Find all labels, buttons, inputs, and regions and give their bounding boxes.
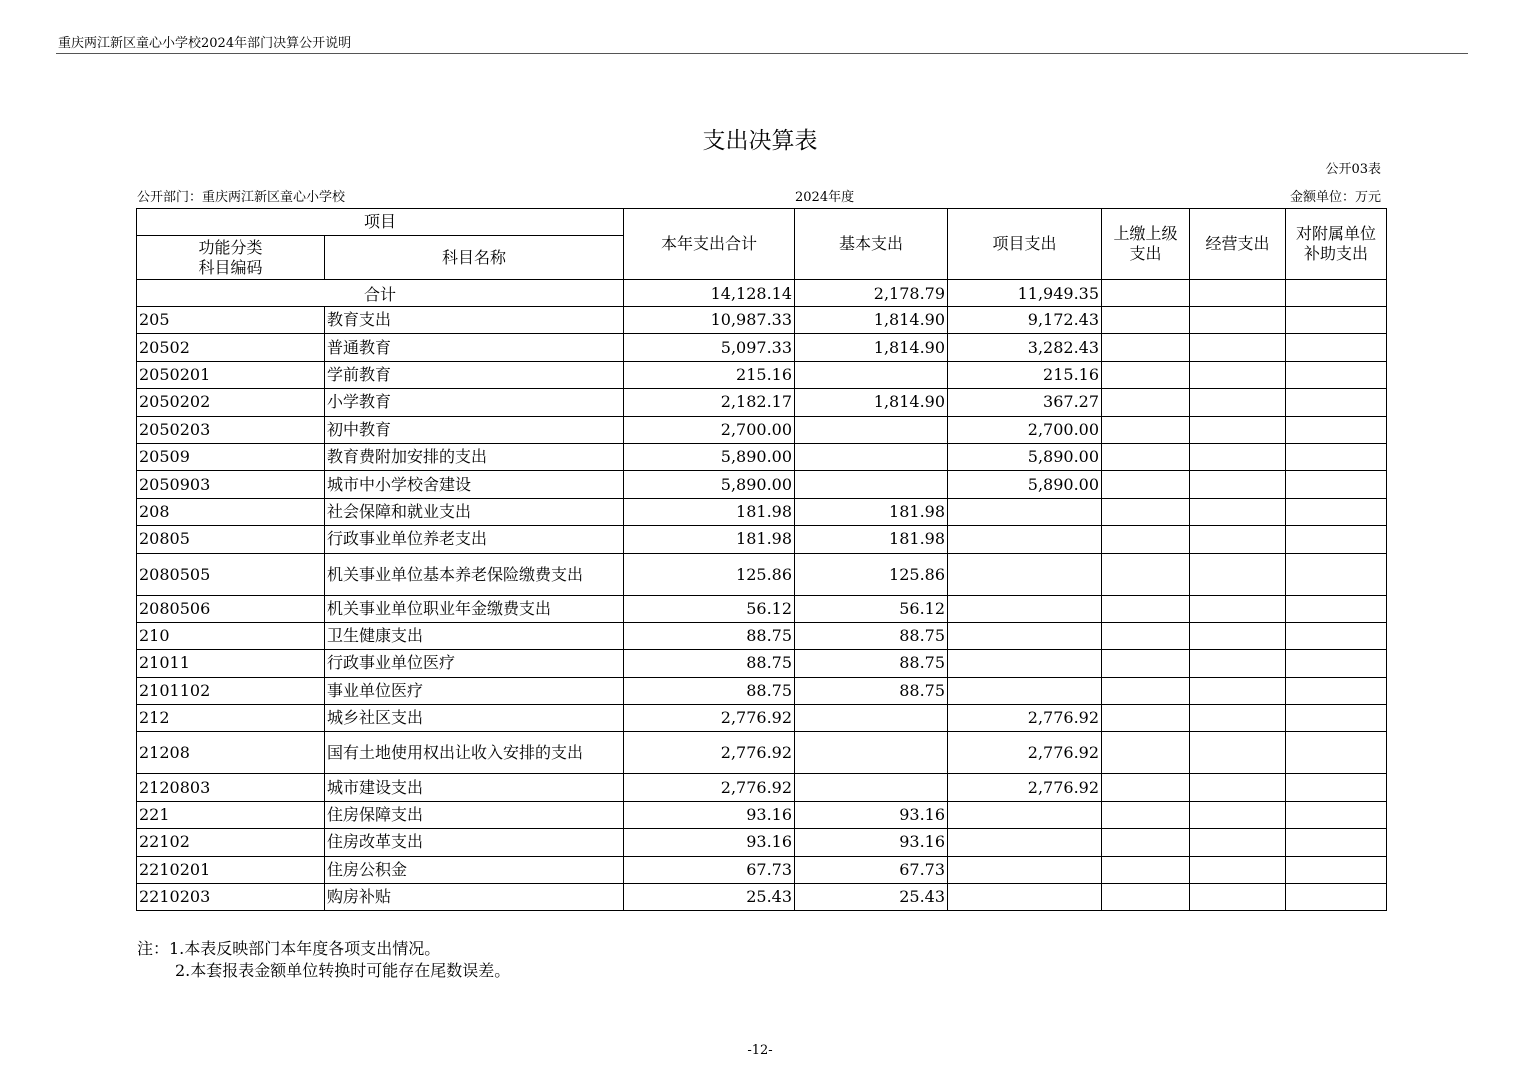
row-code: 2050903 [137, 471, 325, 498]
row-project: 367.27 [948, 389, 1102, 416]
row-total: 2,182.17 [624, 389, 795, 416]
table-row [137, 595, 1387, 622]
table-row [137, 732, 1387, 774]
row-basic: 93.16 [795, 801, 948, 828]
row-basic [795, 732, 948, 774]
row-basic: 181.98 [795, 526, 948, 553]
row-basic: 67.73 [795, 856, 948, 883]
row-project: 3,282.43 [948, 334, 1102, 361]
expenditure-table [136, 208, 1387, 911]
row-name: 教育费附加安排的支出 [325, 443, 624, 470]
row-business [1190, 443, 1286, 470]
table-row [137, 526, 1387, 553]
row-basic: 125.86 [795, 553, 948, 595]
row-project: 2,776.92 [948, 705, 1102, 732]
row-name: 小学教育 [325, 389, 624, 416]
row-name: 行政事业单位医疗 [325, 650, 624, 677]
header-basic: 基本支出 [795, 209, 948, 280]
row-subsidy [1286, 774, 1387, 801]
row-upper [1102, 884, 1190, 911]
row-subsidy [1286, 705, 1387, 732]
row-name: 卫生健康支出 [325, 622, 624, 649]
table-row [137, 416, 1387, 443]
row-name: 行政事业单位养老支出 [325, 526, 624, 553]
row-upper [1102, 622, 1190, 649]
row-total: 2,776.92 [624, 774, 795, 801]
running-header: 重庆两江新区童心小学校2024年部门决算公开说明 [58, 36, 352, 51]
row-total: 88.75 [624, 650, 795, 677]
row-project [948, 677, 1102, 704]
row-total: 25.43 [624, 884, 795, 911]
row-upper [1102, 443, 1190, 470]
row-code: 2120803 [137, 774, 325, 801]
row-business [1190, 334, 1286, 361]
row-total: 56.12 [624, 595, 795, 622]
row-upper [1102, 361, 1190, 388]
row-business [1190, 361, 1286, 388]
table-row [137, 774, 1387, 801]
row-code: 20805 [137, 526, 325, 553]
row-total: 181.98 [624, 526, 795, 553]
row-subsidy [1286, 553, 1387, 595]
table-row [137, 801, 1387, 828]
row-project [948, 595, 1102, 622]
row-name: 国有土地使用权出让收入安排的支出 [325, 732, 624, 774]
row-project [948, 884, 1102, 911]
row-project: 215.16 [948, 361, 1102, 388]
row-subsidy [1286, 856, 1387, 883]
row-total: 2,700.00 [624, 416, 795, 443]
row-code: 22102 [137, 829, 325, 856]
row-basic: 88.75 [795, 650, 948, 677]
row-basic [795, 361, 948, 388]
row-upper [1102, 801, 1190, 828]
note-2: 2.本套报表金额单位转换时可能存在尾数误差。 [175, 961, 511, 980]
header-code: 功能分类 科目编码 [137, 236, 325, 280]
row-project [948, 498, 1102, 525]
row-code: 2080505 [137, 553, 325, 595]
row-code: 21208 [137, 732, 325, 774]
table-row [137, 553, 1387, 595]
row-name: 机关事业单位职业年金缴费支出 [325, 595, 624, 622]
row-total: 125.86 [624, 553, 795, 595]
total-subsidy [1286, 280, 1387, 307]
row-business [1190, 829, 1286, 856]
row-subsidy [1286, 361, 1387, 388]
row-name: 住房改革支出 [325, 829, 624, 856]
row-business [1190, 307, 1286, 334]
row-business [1190, 595, 1286, 622]
row-project: 5,890.00 [948, 443, 1102, 470]
row-name: 城市中小学校舍建设 [325, 471, 624, 498]
header-item: 项目 [137, 209, 624, 236]
row-business [1190, 732, 1286, 774]
table-row [137, 650, 1387, 677]
row-name: 教育支出 [325, 307, 624, 334]
total-amount: 14,128.14 [624, 280, 795, 307]
row-total: 67.73 [624, 856, 795, 883]
header-subsidy: 对附属单位 补助支出 [1286, 209, 1387, 280]
row-upper [1102, 774, 1190, 801]
table-row [137, 471, 1387, 498]
row-subsidy [1286, 622, 1387, 649]
row-subsidy [1286, 650, 1387, 677]
row-basic [795, 416, 948, 443]
row-upper [1102, 498, 1190, 525]
table-body [137, 280, 1387, 911]
row-basic: 25.43 [795, 884, 948, 911]
header-project: 项目支出 [948, 209, 1102, 280]
table-row [137, 361, 1387, 388]
row-total: 10,987.33 [624, 307, 795, 334]
row-upper [1102, 856, 1190, 883]
row-basic [795, 705, 948, 732]
row-name: 购房补贴 [325, 884, 624, 911]
row-business [1190, 498, 1286, 525]
row-total: 2,776.92 [624, 705, 795, 732]
row-project: 5,890.00 [948, 471, 1102, 498]
row-upper [1102, 334, 1190, 361]
page-number: -12- [747, 1043, 773, 1058]
row-upper [1102, 471, 1190, 498]
row-basic: 56.12 [795, 595, 948, 622]
row-upper [1102, 526, 1190, 553]
table-row [137, 705, 1387, 732]
row-name: 普通教育 [325, 334, 624, 361]
row-upper [1102, 389, 1190, 416]
table-row [137, 498, 1387, 525]
table-row [137, 856, 1387, 883]
row-subsidy [1286, 498, 1387, 525]
row-subsidy [1286, 595, 1387, 622]
fiscal-year: 2024年度 [795, 190, 855, 205]
row-project: 9,172.43 [948, 307, 1102, 334]
table-row [137, 622, 1387, 649]
row-upper [1102, 553, 1190, 595]
row-total: 88.75 [624, 677, 795, 704]
row-total: 5,097.33 [624, 334, 795, 361]
row-basic [795, 471, 948, 498]
row-business [1190, 774, 1286, 801]
header-name: 科目名称 [325, 236, 624, 280]
department-label: 公开部门：重庆两江新区童心小学校 [137, 190, 346, 205]
row-subsidy [1286, 389, 1387, 416]
row-code: 212 [137, 705, 325, 732]
total-business [1190, 280, 1286, 307]
header-total: 本年支出合计 [624, 209, 795, 280]
row-upper [1102, 307, 1190, 334]
row-project [948, 856, 1102, 883]
table-row [137, 829, 1387, 856]
row-basic [795, 443, 948, 470]
form-number: 公开03表 [1325, 162, 1381, 177]
row-name: 学前教育 [325, 361, 624, 388]
row-name: 初中教育 [325, 416, 624, 443]
table-row [137, 307, 1387, 334]
row-subsidy [1286, 677, 1387, 704]
row-total: 181.98 [624, 498, 795, 525]
header-rule [56, 53, 1468, 54]
row-business [1190, 801, 1286, 828]
row-subsidy [1286, 829, 1387, 856]
row-total: 5,890.00 [624, 443, 795, 470]
row-basic: 1,814.90 [795, 389, 948, 416]
row-business [1190, 884, 1286, 911]
row-name: 事业单位医疗 [325, 677, 624, 704]
row-code: 2101102 [137, 677, 325, 704]
row-upper [1102, 650, 1190, 677]
row-business [1190, 622, 1286, 649]
row-subsidy [1286, 443, 1387, 470]
row-code: 208 [137, 498, 325, 525]
row-basic: 1,814.90 [795, 334, 948, 361]
row-project [948, 650, 1102, 677]
row-code: 2080506 [137, 595, 325, 622]
notes [137, 938, 510, 982]
row-code: 210 [137, 622, 325, 649]
total-basic: 2,178.79 [795, 280, 948, 307]
row-basic: 93.16 [795, 829, 948, 856]
report-title: 支出决算表 [702, 128, 818, 154]
row-project [948, 526, 1102, 553]
row-project: 2,700.00 [948, 416, 1102, 443]
row-name: 城乡社区支出 [325, 705, 624, 732]
row-name: 住房保障支出 [325, 801, 624, 828]
row-business [1190, 416, 1286, 443]
row-project [948, 801, 1102, 828]
row-business [1190, 650, 1286, 677]
row-basic: 88.75 [795, 677, 948, 704]
row-business [1190, 553, 1286, 595]
row-code: 2050202 [137, 389, 325, 416]
row-code: 20502 [137, 334, 325, 361]
row-code: 2050203 [137, 416, 325, 443]
row-basic: 181.98 [795, 498, 948, 525]
row-name: 机关事业单位基本养老保险缴费支出 [325, 553, 624, 595]
row-code: 2050201 [137, 361, 325, 388]
header-business: 经营支出 [1190, 209, 1286, 280]
row-subsidy [1286, 471, 1387, 498]
row-upper [1102, 732, 1190, 774]
total-label: 合计 [137, 280, 624, 307]
row-project [948, 622, 1102, 649]
table-row [137, 677, 1387, 704]
row-basic [795, 774, 948, 801]
total-row [137, 280, 1387, 307]
row-subsidy [1286, 732, 1387, 774]
row-total: 215.16 [624, 361, 795, 388]
row-code: 21011 [137, 650, 325, 677]
row-basic: 88.75 [795, 622, 948, 649]
row-business [1190, 389, 1286, 416]
row-total: 88.75 [624, 622, 795, 649]
row-upper [1102, 416, 1190, 443]
row-business [1190, 856, 1286, 883]
row-total: 93.16 [624, 801, 795, 828]
table-row [137, 884, 1387, 911]
row-name: 住房公积金 [325, 856, 624, 883]
row-total: 93.16 [624, 829, 795, 856]
row-code: 221 [137, 801, 325, 828]
row-name: 城市建设支出 [325, 774, 624, 801]
table-row [137, 334, 1387, 361]
row-code: 205 [137, 307, 325, 334]
row-subsidy [1286, 307, 1387, 334]
row-business [1190, 471, 1286, 498]
row-total: 5,890.00 [624, 471, 795, 498]
row-subsidy [1286, 801, 1387, 828]
row-upper [1102, 829, 1190, 856]
row-upper [1102, 677, 1190, 704]
row-code: 2210201 [137, 856, 325, 883]
row-basic: 1,814.90 [795, 307, 948, 334]
note-1: 注：1.本表反映部门本年度各项支出情况。 [137, 939, 441, 958]
row-subsidy [1286, 334, 1387, 361]
row-business [1190, 677, 1286, 704]
header-upper: 上缴上级 支出 [1102, 209, 1190, 280]
row-business [1190, 705, 1286, 732]
total-upper [1102, 280, 1190, 307]
amount-unit: 金额单位：万元 [1289, 190, 1381, 205]
total-project: 11,949.35 [948, 280, 1102, 307]
table-row [137, 443, 1387, 470]
row-project [948, 553, 1102, 595]
row-upper [1102, 595, 1190, 622]
table-row [137, 389, 1387, 416]
row-business [1190, 526, 1286, 553]
row-project: 2,776.92 [948, 732, 1102, 774]
row-project [948, 829, 1102, 856]
row-upper [1102, 705, 1190, 732]
row-project: 2,776.92 [948, 774, 1102, 801]
row-code: 20509 [137, 443, 325, 470]
row-total: 2,776.92 [624, 732, 795, 774]
row-subsidy [1286, 526, 1387, 553]
row-subsidy [1286, 416, 1387, 443]
row-name: 社会保障和就业支出 [325, 498, 624, 525]
row-code: 2210203 [137, 884, 325, 911]
row-subsidy [1286, 884, 1387, 911]
